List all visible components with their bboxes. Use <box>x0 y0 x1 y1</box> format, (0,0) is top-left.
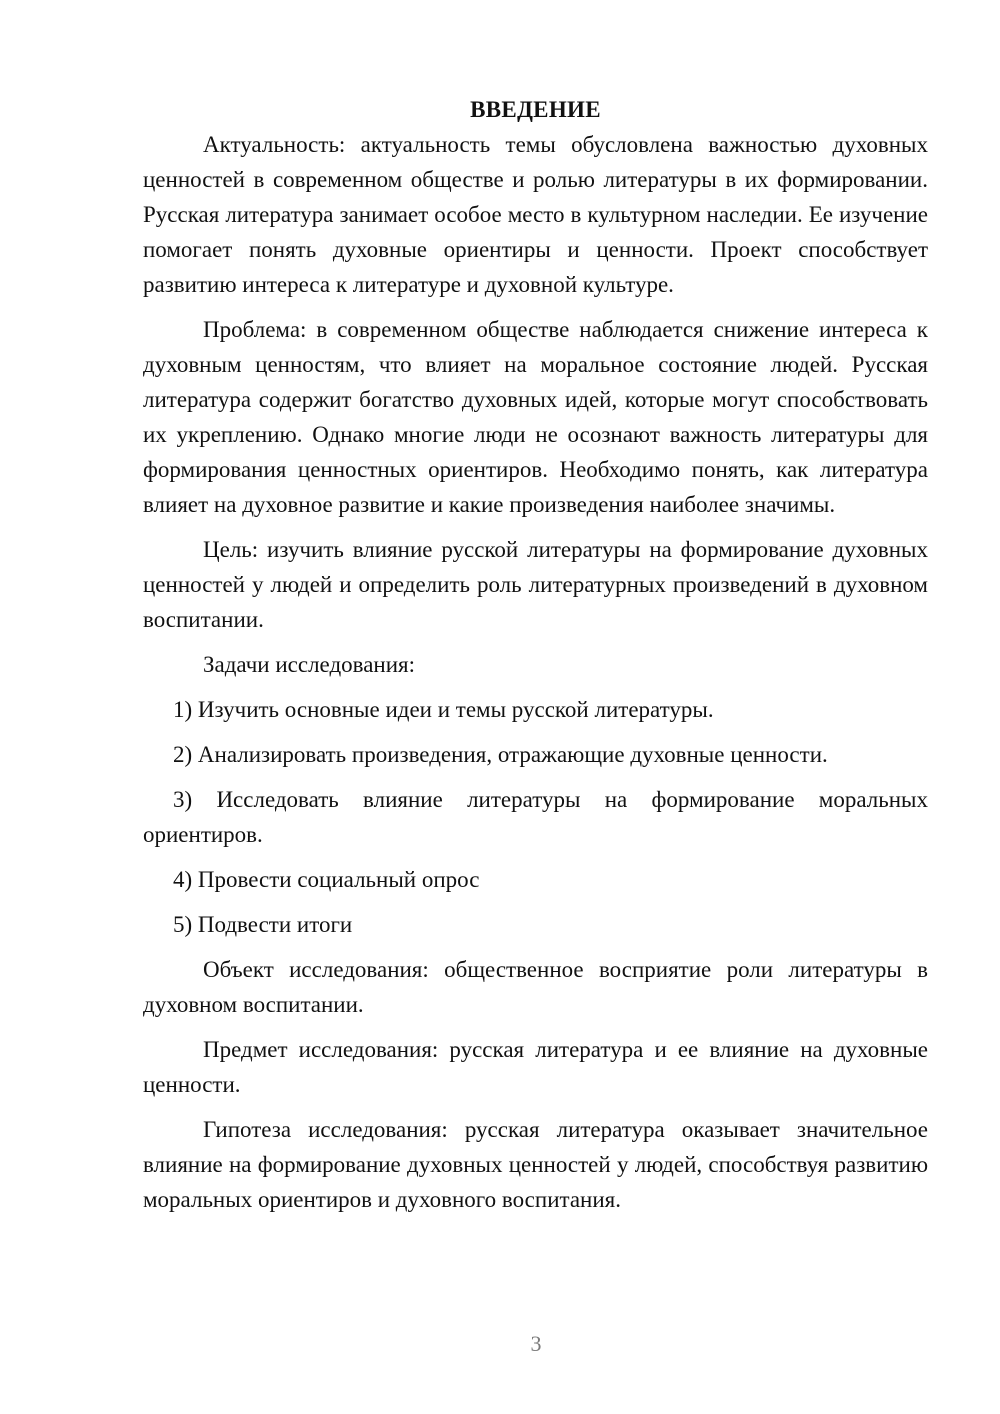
subject-paragraph: Предмет исследования: русская литература и ее влияние на духовные ценности. <box>143 1037 928 1097</box>
object-paragraph: Объект исследования: общественное восприятие роли литературы в духовном воспитании. <box>143 957 928 1017</box>
hypothesis-paragraph: Гипотеза исследования: русская литература оказывает значительное влияние на формирование духовных ценностей у людей, способствуя развитию моральных ориентиров и духовного воспитания. <box>143 1117 928 1212</box>
task-item: 3) Исследовать влияние литературы на формирование моральных ориентиров. <box>143 787 928 847</box>
task-item: 4) Провести социальный опрос <box>173 867 480 892</box>
task-item: 1) Изучить основные идеи и темы русской литературы. <box>173 697 714 722</box>
document-page <box>143 92 928 1217</box>
problem-paragraph: Проблема: в современном обществе наблюдается снижение интереса к духовным ценностям, что влияет на моральное состояние людей. Русская литература содержит богатство духовных идей, которые могут способствовать их укреплению. Однако многие люди не осознают важность литературы для формирования ценностных ориентиров. Необходимо понять, как литература влияет на духовное развитие и какие произведения наиболее значимы. <box>143 317 928 517</box>
tasks-list <box>143 692 928 942</box>
goal-paragraph: Цель: изучить влияние русской литературы на формирование духовных ценностей у людей и определить роль литературных произведений в духовном воспитании. <box>143 537 928 632</box>
page-number: 3 <box>530 1331 542 1356</box>
page-title: ВВЕДЕНИЕ <box>470 97 601 122</box>
tasks-heading: Задачи исследования: <box>203 652 416 677</box>
task-item: 2) Анализировать произведения, отражающие духовные ценности. <box>173 742 828 767</box>
task-item: 5) Подвести итоги <box>173 912 353 937</box>
relevance-paragraph: Актуальность: актуальность темы обусловлена важностью духовных ценностей в современном обществе и ролью литературы в их формировании. Русская литература занимает особое место в культурном наследии. Ее изучение помогает понять духовные ориентиры и ценности. Проект способствует развитию интереса к литературе и духовной культуре. <box>143 132 928 297</box>
